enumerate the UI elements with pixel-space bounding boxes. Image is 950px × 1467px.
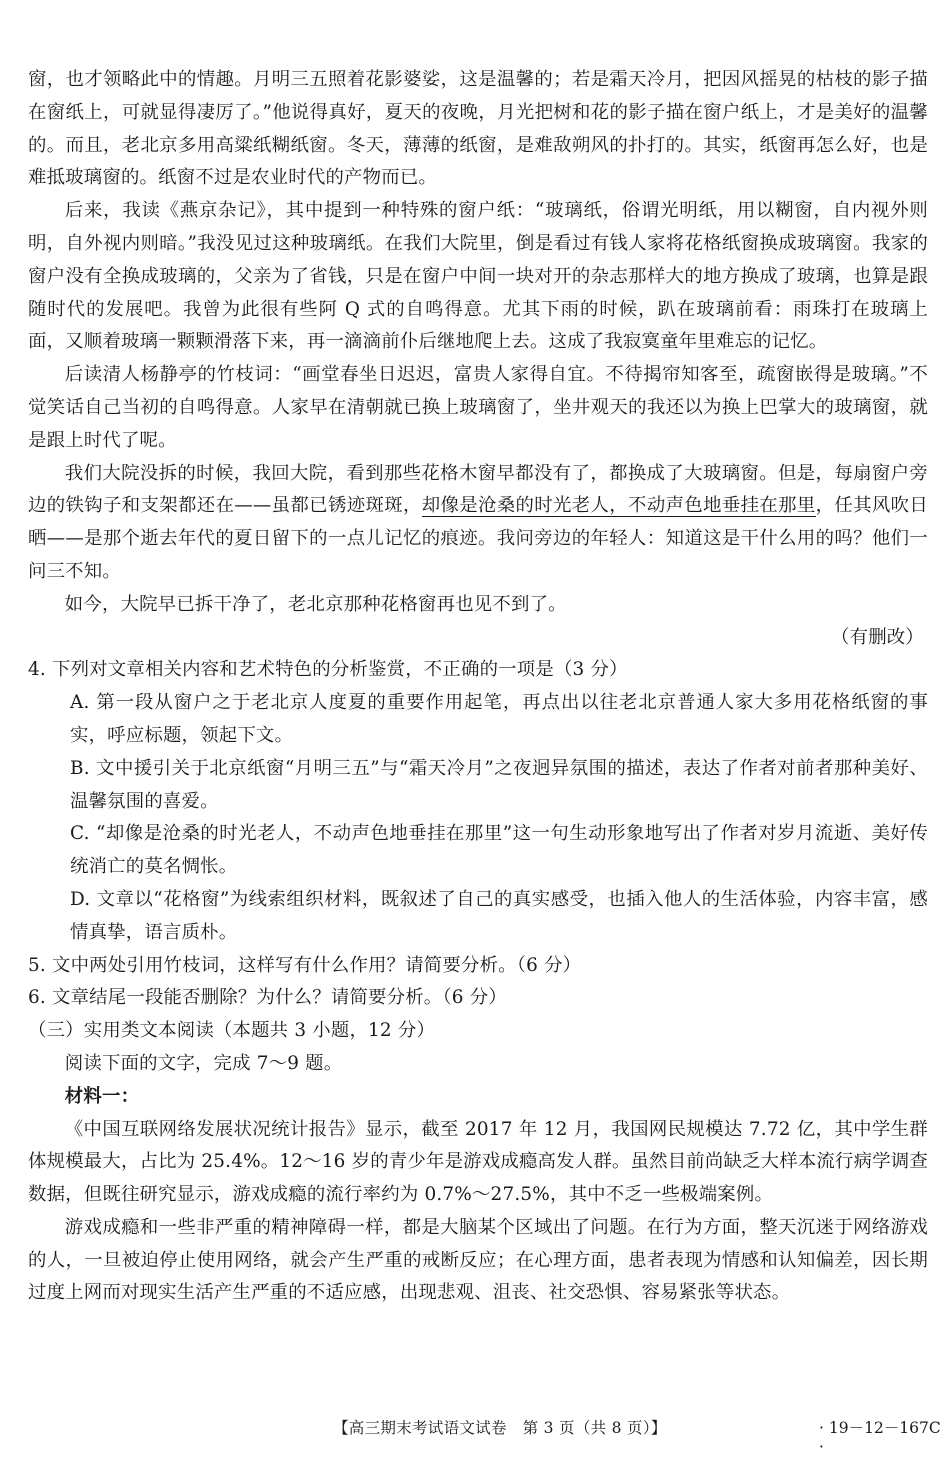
underlined-sentence: 却像是沧桑的时光老人，不动声色地垂挂在那里 bbox=[421, 495, 816, 517]
essay-paragraph-3: 后读清人杨静亭的竹枝词：“画堂春坐日迟迟，富贵人家得自宜。不待揭帘知客至，疏窗嵌得是玻璃。”不觉笑话自己当初的自鸣得意。人家早在清朝就已换上玻璃窗了，坐井观天的我还以为换上巴掌大的玻璃窗，就是跟上时代了呢。 bbox=[28, 364, 928, 451]
question-5: 5. 文中两处引用竹枝词，这样写有什么作用？请简要分析。（6 分） bbox=[28, 954, 582, 976]
essay-paragraph-5: 如今，大院早已拆干净了，老北京那种花格窗再也见不到了。 bbox=[64, 593, 567, 615]
page-body bbox=[28, 64, 928, 1310]
paragraph-4-before: 我们大院没拆的时候，我回大院，看到那些花格木窗早都没有了，都换成了大玻璃窗。但是，每扇窗户旁边的铁钩子和支架都还在——虽都已锈迹斑斑， bbox=[28, 462, 928, 517]
question-6: 6. 文章结尾一段能否删除？为什么？请简要分析。（6 分） bbox=[28, 987, 507, 1009]
paragraph-4-after: ，任其风吹日晒——是那个逝去年代的夏日留下的一点儿记忆的痕迹。我问旁边的年轻人：知道这是干什么用的吗？他们一问三不知。 bbox=[28, 495, 929, 582]
essay-paragraph-1: 窗，也才领略此中的情趣。月明三五照着花影婆娑，这是温馨的；若是霜天冷月，把因风摇晃的枯枝的影子描在窗纸上，可就显得凄厉了。”他说得真好，夏天的夜晚，月光把树和花的影子描在窗户纸上，才是美好的温馨的。而且，老北京多用高粱纸糊纸窗。冬天，薄薄的纸窗，是难敌朔风的扑打的。其实，纸窗再怎么好，也是难抵玻璃窗的。纸窗不过是农业时代的产物而已。 bbox=[28, 69, 928, 189]
footer-code: · 19－12－167C · bbox=[819, 1419, 941, 1456]
material-1-paragraph-1: 《中国互联网络发展状况统计报告》显示，截至 2017 年 12 月，我国网民规模达 7.72 亿，其中学生群体规模最大，占比为 25.4%。12～16 岁的青少年是游戏成瘾高发人群。虽然目前尚缺乏大样本流行病学调查数据，但既往研究显示，游戏成瘾的流行率约为 0.7%～27.5%，其中不乏一些极端案例。 bbox=[28, 1118, 928, 1206]
section-3-heading: （三）实用类文本阅读（本题共 3 小题，12 分） bbox=[28, 1020, 436, 1042]
footer-title: 【高三期末考试语文试卷 第 3 页（共 8 页）】 bbox=[333, 1419, 667, 1437]
material-1-label: 材料一： bbox=[64, 1085, 140, 1107]
section-3-instruction: 阅读下面的文字，完成 7～9 题。 bbox=[64, 1052, 343, 1074]
essay-paragraph-2: 后来，我读《燕京杂记》，其中提到一种特殊的窗户纸：“玻璃纸，俗谓光明纸，用以糊窗，自内视外则明，自外视内则暗。”我没见过这种玻璃纸。在我们大院里，倒是看过有钱人家将花格纸窗换成玻璃窗。我家的窗户没有全换成玻璃的，父亲为了省钱，只是在窗户中间一块对开的杂志那样大的地方换成了玻璃，也算是跟随时代的发展吧。我曾为此很有些阿 Q 式的自鸣得意。尤其下雨的时候，趴在玻璃前看：雨珠打在玻璃上面，又顺着玻璃一颗颗滑落下来，再一滴滴前仆后继地爬上去。这成了我寂寞童年里难忘的记忆。 bbox=[28, 200, 928, 353]
page-footer bbox=[0, 1414, 950, 1456]
question-4-option-a: A. 第一段从窗户之于老北京人度夏的重要作用起笔，再点出以往老北京普通人家大多用花格纸窗的事实，呼应标题，领起下文。 bbox=[70, 692, 928, 746]
question-4-option-b: B. 文中援引关于北京纸窗“月明三五”与“霜天冷月”之夜迥异氛围的描述，表达了作者对前者那种美好、温馨氛围的喜爱。 bbox=[70, 757, 928, 812]
material-1-paragraph-2: 游戏成瘾和一些非严重的精神障碍一样，都是大脑某个区域出了问题。在行为方面，整天沉迷于网络游戏的人，一旦被迫停止使用网络，就会产生严重的戒断反应；在心理方面，患者表现为情感和认知偏差，因长期过度上网而对现实生活产生严重的不适应感，出现悲观、沮丧、社交恐惧、容易紧张等状态。 bbox=[28, 1216, 928, 1304]
question-4-stem: 4. 下列对文章相关内容和艺术特色的分析鉴赏，不正确的一项是（3 分） bbox=[28, 659, 628, 681]
source-note: （有删改） bbox=[831, 626, 924, 648]
essay-paragraph-4 bbox=[28, 458, 928, 589]
question-4-option-c: C. “却像是沧桑的时光老人，不动声色地垂挂在那里”这一句生动形象地写出了作者对岁月流逝、美好传统消亡的莫名惆怅。 bbox=[70, 823, 928, 878]
question-4-option-d: D. 文章以“花格窗”为线索组织材料，既叙述了自己的真实感受，也插入他人的生活体验，内容丰富，感情真挚，语言质朴。 bbox=[70, 888, 928, 943]
